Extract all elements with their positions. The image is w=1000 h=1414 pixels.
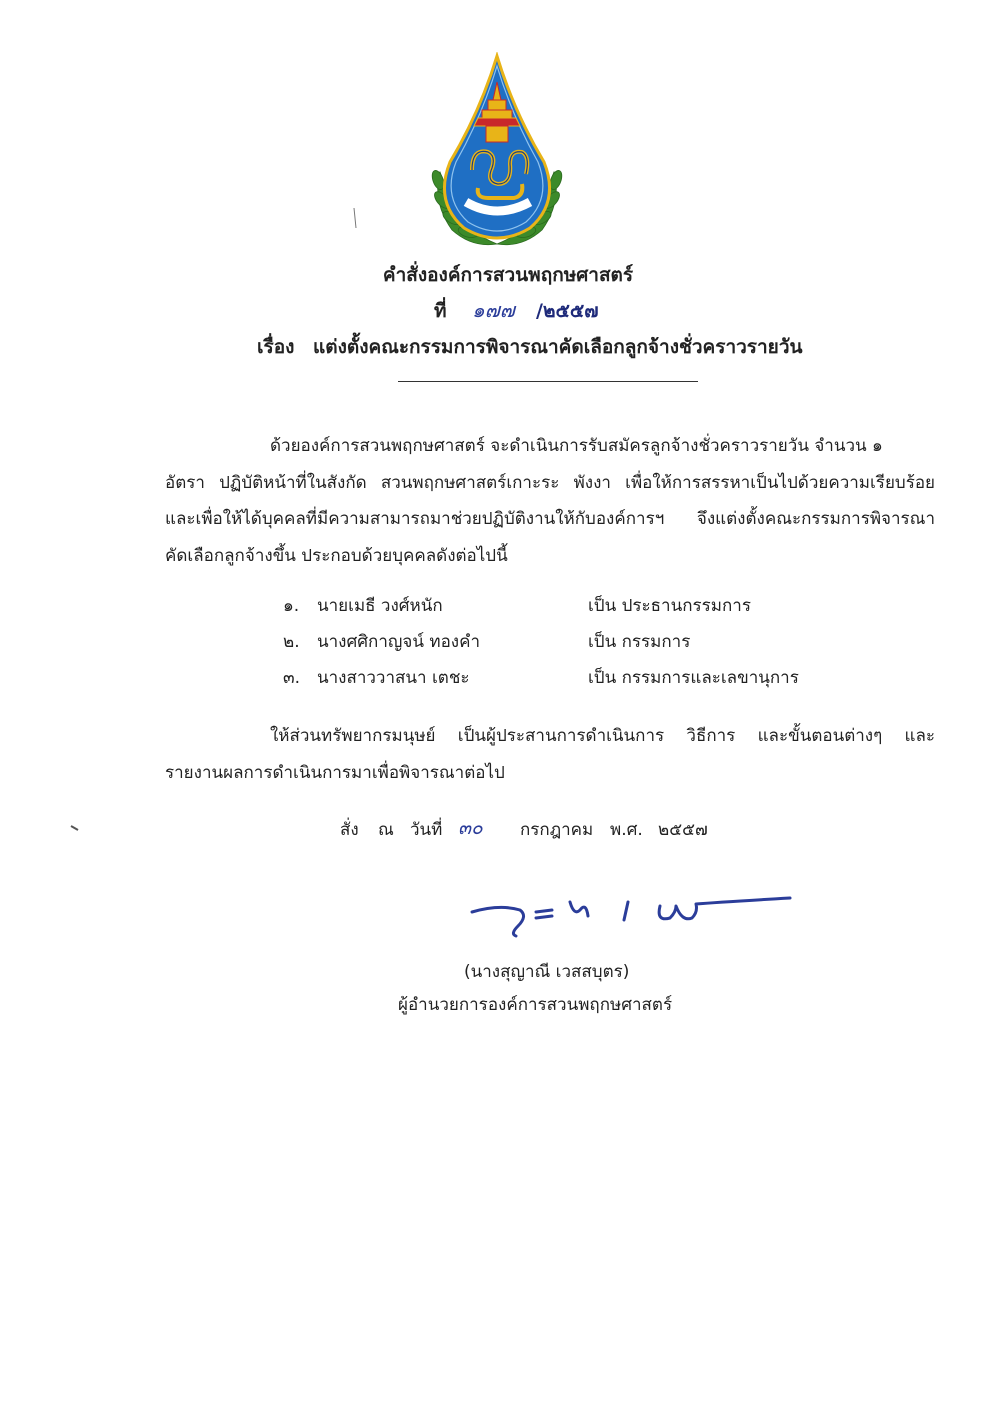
dateline-year: ๒๕๕๗ bbox=[658, 820, 708, 840]
dateline-word: วันที่ bbox=[410, 820, 443, 840]
paragraph-line: รายงานผลการดำเนินการมาเพื่อพิจารณาต่อไป bbox=[165, 762, 505, 783]
body-paragraph-2 bbox=[165, 718, 935, 791]
member-role: เป็น กรรมการและเลขานุการ bbox=[588, 668, 799, 688]
paragraph-line: และเพื่อให้ได้บุคคลที่มีความสามารถมาช่วยปฏิบัติงานให้กับองค์การฯ จึงแต่งตั้งคณะกรรมการพิจารณา bbox=[165, 509, 935, 529]
organization-logo-emblem bbox=[422, 52, 572, 248]
member-role: เป็น ประธานกรรมการ bbox=[588, 596, 751, 616]
paragraph-line: คัดเลือกลูกจ้างขึ้น ประกอบด้วยบุคคลดังต่อไปนี้ bbox=[165, 545, 508, 566]
member-name: นางสาววาสนา เตชะ bbox=[317, 668, 470, 688]
member-number: ๑. bbox=[283, 596, 300, 616]
handwritten-signature bbox=[470, 882, 800, 942]
member-name: นายเมธี วงศ์หนัก bbox=[317, 596, 443, 616]
paragraph-line: ให้ส่วนทรัพยากรมนุษย์ เป็นผู้ประสานการดำเนินการ วิธีการ และขั้นตอนต่างๆ และ bbox=[270, 726, 935, 746]
dateline-word: ณ bbox=[378, 820, 394, 840]
paragraph-line: ด้วยองค์การสวนพฤกษศาสตร์ จะดำเนินการรับสมัครลูกจ้างชั่วคราวรายวัน จำนวน ๑ bbox=[270, 436, 883, 456]
member-number: ๓. bbox=[283, 668, 301, 688]
dateline-word: สั่ง bbox=[340, 820, 359, 840]
body-paragraph-1 bbox=[165, 428, 935, 574]
signer-position: ผู้อำนวยการองค์การสวนพฤกษศาสตร์ bbox=[398, 995, 673, 1015]
heading-divider bbox=[398, 381, 698, 382]
subject-label: เรื่อง bbox=[257, 336, 295, 358]
dateline-era: พ.ศ. bbox=[610, 820, 643, 840]
scan-mark bbox=[70, 824, 80, 832]
signer-name: (นางสุญาณี เวสสบุตร) bbox=[464, 962, 630, 982]
member-name: นางศศิกาญจน์ ทองคำ bbox=[317, 632, 480, 652]
paragraph-line: อัตรา ปฏิบัติหน้าที่ในสังกัด สวนพฤกษศาสตร์เกาะระ พังงา เพื่อให้การสรรหาเป็นไปด้วยความเรียบร้อย bbox=[165, 472, 935, 493]
subject-text: แต่งตั้งคณะกรรมการพิจารณาคัดเลือกลูกจ้างชั่วคราวรายวัน bbox=[313, 336, 803, 358]
dateline-month: กรกฎาคม bbox=[520, 820, 594, 840]
scan-mark bbox=[352, 208, 358, 230]
member-role: เป็น กรรมการ bbox=[588, 632, 691, 652]
dateline-day-handwritten: ๓๐ bbox=[458, 817, 483, 839]
member-number: ๒. bbox=[283, 632, 300, 652]
order-number-label: ที่ bbox=[434, 300, 447, 322]
order-number-year: /๒๕๕๗ bbox=[536, 300, 599, 322]
order-heading: คำสั่งองค์การสวนพฤกษศาสตร์ bbox=[382, 264, 634, 286]
order-number-handwritten: ๑๗๗ bbox=[472, 298, 515, 322]
